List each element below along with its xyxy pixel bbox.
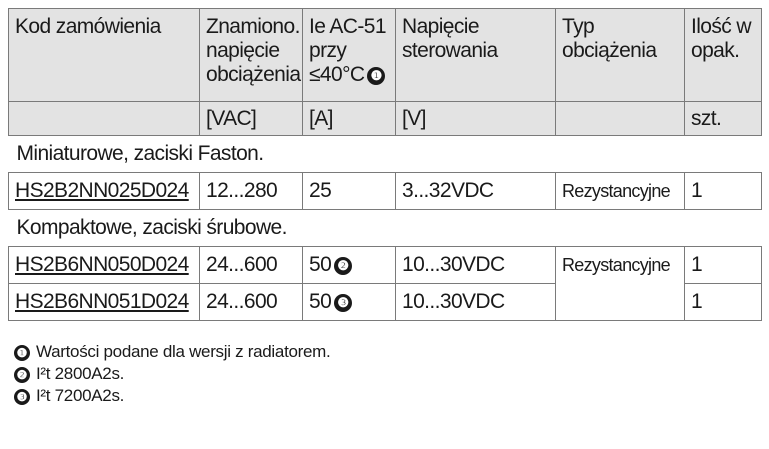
unit-quantity: szt.: [685, 102, 762, 136]
footnotes: [14, 341, 330, 407]
unit-order-code: [9, 102, 200, 136]
order-code-cell: HS2B6NN051D024: [9, 284, 200, 321]
footnote-3-marker: ❸: [334, 294, 352, 312]
order-code-cell: HS2B6NN050D024: [9, 247, 200, 284]
footnote-1-marker: ❶: [367, 67, 385, 85]
unit-current: [A]: [303, 102, 396, 136]
quantity-cell: 1: [685, 247, 762, 284]
footnote-3-marker: ❸: [14, 389, 30, 405]
voltage-cell: 24...600: [200, 284, 303, 321]
section-title: Miniaturowe, zaciski Faston.: [9, 136, 762, 173]
header-row: [9, 9, 762, 102]
section-title-miniature: [9, 136, 762, 173]
footnote-1-text: Wartości podane dla wersji z radiatorem.: [36, 342, 331, 361]
footnote-1-marker: ❶: [14, 345, 30, 361]
header-rated-voltage: Znamiono. napięcie obciążenia: [200, 9, 303, 102]
footnote-3: [14, 385, 330, 407]
table-row: [9, 247, 762, 284]
voltage-cell: 24...600: [200, 247, 303, 284]
header-current: Ie AC-51 przy ≤40°C ❶: [303, 9, 396, 102]
quantity-cell: 1: [685, 173, 762, 210]
footnote-3-text: I²t 7200A2s.: [36, 386, 125, 405]
current-cell: 50 ❷: [303, 247, 396, 284]
control-voltage-cell: 3...32VDC: [396, 173, 556, 210]
footnote-2-marker: ❷: [334, 257, 352, 275]
load-type-cell: Rezystancyjne: [556, 173, 685, 210]
unit-rated-voltage: [VAC]: [200, 102, 303, 136]
quantity-cell: 1: [685, 284, 762, 321]
footnote-1: [14, 341, 330, 363]
section-title-compact: [9, 210, 762, 247]
unit-load-type: [556, 102, 685, 136]
header-quantity: Ilość w opak.: [685, 9, 762, 102]
unit-control-voltage: [V]: [396, 102, 556, 136]
footnote-2-marker: ❷: [14, 367, 30, 383]
table-row: [9, 173, 762, 210]
order-code-cell: HS2B2NN025D024: [9, 173, 200, 210]
section-title: Kompaktowe, zaciski śrubowe.: [9, 210, 762, 247]
header-order-code: Kod zamówienia: [9, 9, 200, 102]
header-control-voltage: Napięcie sterowania: [396, 9, 556, 102]
current-cell: 25: [303, 173, 396, 210]
footnote-2-text: I²t 2800A2s.: [36, 364, 125, 383]
voltage-cell: 12...280: [200, 173, 303, 210]
current-cell: 50 ❸: [303, 284, 396, 321]
header-load-type: Typ obciążenia: [556, 9, 685, 102]
specification-table: [8, 8, 762, 321]
unit-row: [9, 102, 762, 136]
load-type-cell: Rezystancyjne: [556, 247, 685, 321]
control-voltage-cell: 10...30VDC: [396, 284, 556, 321]
control-voltage-cell: 10...30VDC: [396, 247, 556, 284]
footnote-2: [14, 363, 330, 385]
